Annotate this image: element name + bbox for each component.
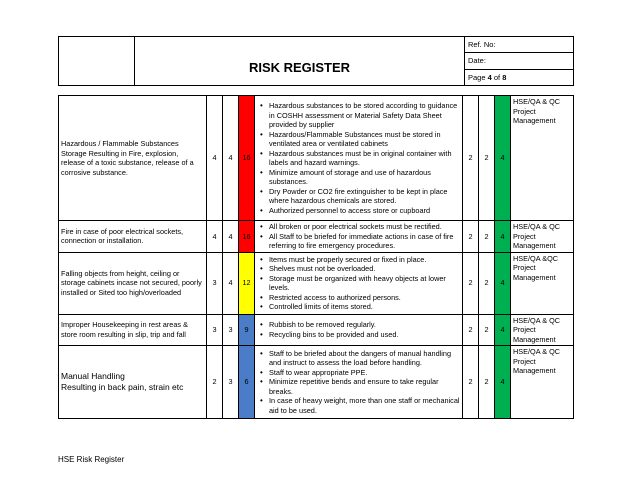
residual-likelihood-cell: 2: [463, 346, 479, 419]
control-item: • Restricted access to authorized persons.: [269, 293, 460, 303]
control-item: • Staff to wear appropriate PPE.: [269, 368, 460, 378]
residual-severity-cell: 2: [479, 96, 495, 221]
responsible-cell: HSE/QA & QC Project Management: [511, 221, 574, 253]
risk-rating-cell: 6: [239, 346, 255, 419]
residual-likelihood-cell: 2: [463, 252, 479, 314]
control-item: • Controlled limits of items stored.: [269, 302, 460, 312]
hazard-cell: Manual Handling Resulting in back pain, strain etc: [59, 346, 207, 419]
controls-cell: [255, 221, 463, 253]
control-item: • Dry Powder or CO2 fire extinguisher to be kept in place where hazardous chemicals are stored.: [269, 187, 460, 206]
control-item: • Items must be properly secured or fixed in place.: [269, 255, 460, 265]
risk-rating-cell: 9: [239, 314, 255, 346]
severity-cell: 4: [223, 221, 239, 253]
control-item: • Recycling bins to be provided and used.: [269, 330, 460, 340]
residual-risk-cell: 4: [495, 96, 511, 221]
controls-cell: [255, 314, 463, 346]
control-item: • In case of heavy weight, more than one staff or mechanical aid to be used.: [269, 396, 460, 415]
table-row: [59, 346, 574, 419]
residual-severity-cell: 2: [479, 314, 495, 346]
control-item: • All broken or poor electrical sockets must be rectified.: [269, 222, 460, 232]
responsible-cell: HSE/QA & QC Project Management: [511, 346, 574, 419]
control-item: • Authorized personnel to access store or cupboard: [269, 206, 460, 216]
likelihood-cell: 2: [207, 346, 223, 419]
table-row: [59, 96, 574, 221]
control-item: • Rubbish to be removed regularly.: [269, 320, 460, 330]
risk-rating-cell: 16: [239, 96, 255, 221]
control-item: • Storage must be organized with heavy objects at lower levels.: [269, 274, 460, 293]
control-item: • Hazardous/Flammable Substances must be stored in ventilated area or ventilated cabinets: [269, 130, 460, 149]
residual-risk-cell: 4: [495, 252, 511, 314]
risk-register-table: [58, 95, 574, 419]
residual-severity-cell: 2: [479, 221, 495, 253]
control-item: • Hazardous substances must be in original container with labels and hazard warnings.: [269, 149, 460, 168]
likelihood-cell: 4: [207, 96, 223, 221]
severity-cell: 3: [223, 346, 239, 419]
control-item: • Minimize amount of storage and use of hazardous substances.: [269, 168, 460, 187]
severity-cell: 3: [223, 314, 239, 346]
responsible-cell: HSE/QA & QC Project Management: [511, 96, 574, 221]
ref-no-label: Ref. No:: [465, 37, 574, 53]
likelihood-cell: 4: [207, 221, 223, 253]
residual-risk-cell: 4: [495, 346, 511, 419]
residual-risk-cell: 4: [495, 314, 511, 346]
severity-cell: 4: [223, 252, 239, 314]
hazard-cell: Falling objects from height, ceiling or storage cabinets incase not secured, poorly installed or Sited too high/overloaded: [59, 252, 207, 314]
control-item: • Shelves must not be overloaded.: [269, 264, 460, 274]
responsible-cell: HSE/QA &QC Project Management: [511, 252, 574, 314]
footer-text: HSE Risk Register: [58, 455, 125, 464]
date-label: Date:: [465, 53, 574, 69]
control-item: • Minimize repetitive bends and ensure to take regular breaks.: [269, 377, 460, 396]
residual-likelihood-cell: 2: [463, 314, 479, 346]
hazard-cell: Hazardous / Flammable Substances Storage Resulting in Fire, explosion, release of a toxic substance, release of a corrosive substance.: [59, 96, 207, 221]
table-row: [59, 252, 574, 314]
logo-cell: [59, 37, 135, 86]
table-row: [59, 314, 574, 346]
likelihood-cell: 3: [207, 252, 223, 314]
residual-severity-cell: 2: [479, 346, 495, 419]
likelihood-cell: 3: [207, 314, 223, 346]
residual-risk-cell: 4: [495, 221, 511, 253]
control-item: • Hazardous substances to be stored according to guidance in COSHH assessment or Material Safety Data Sheet provided by supplier: [269, 101, 460, 130]
severity-cell: 4: [223, 96, 239, 221]
hazard-cell: Fire in case of poor electrical sockets, connection or installation.: [59, 221, 207, 253]
control-item: • Staff to be briefed about the dangers of manual handling and instruct to assess the load before handling.: [269, 349, 460, 368]
controls-cell: [255, 96, 463, 221]
hazard-cell: Improper Housekeeping in rest areas & store room resulting in slip, trip and fall: [59, 314, 207, 346]
controls-cell: [255, 346, 463, 419]
table-row: [59, 221, 574, 253]
risk-rating-cell: 16: [239, 221, 255, 253]
controls-cell: [255, 252, 463, 314]
residual-likelihood-cell: 2: [463, 96, 479, 221]
risk-rating-cell: 12: [239, 252, 255, 314]
document-title: RISK REGISTER: [135, 37, 465, 86]
page-number: Page 4 of 8: [465, 69, 574, 85]
header-table: [58, 36, 574, 86]
responsible-cell: HSE/QA & QC Project Management: [511, 314, 574, 346]
residual-severity-cell: 2: [479, 252, 495, 314]
control-item: • All Staff to be briefed for immediate actions in case of fire referring to fire emergency procedures.: [269, 232, 460, 251]
residual-likelihood-cell: 2: [463, 221, 479, 253]
